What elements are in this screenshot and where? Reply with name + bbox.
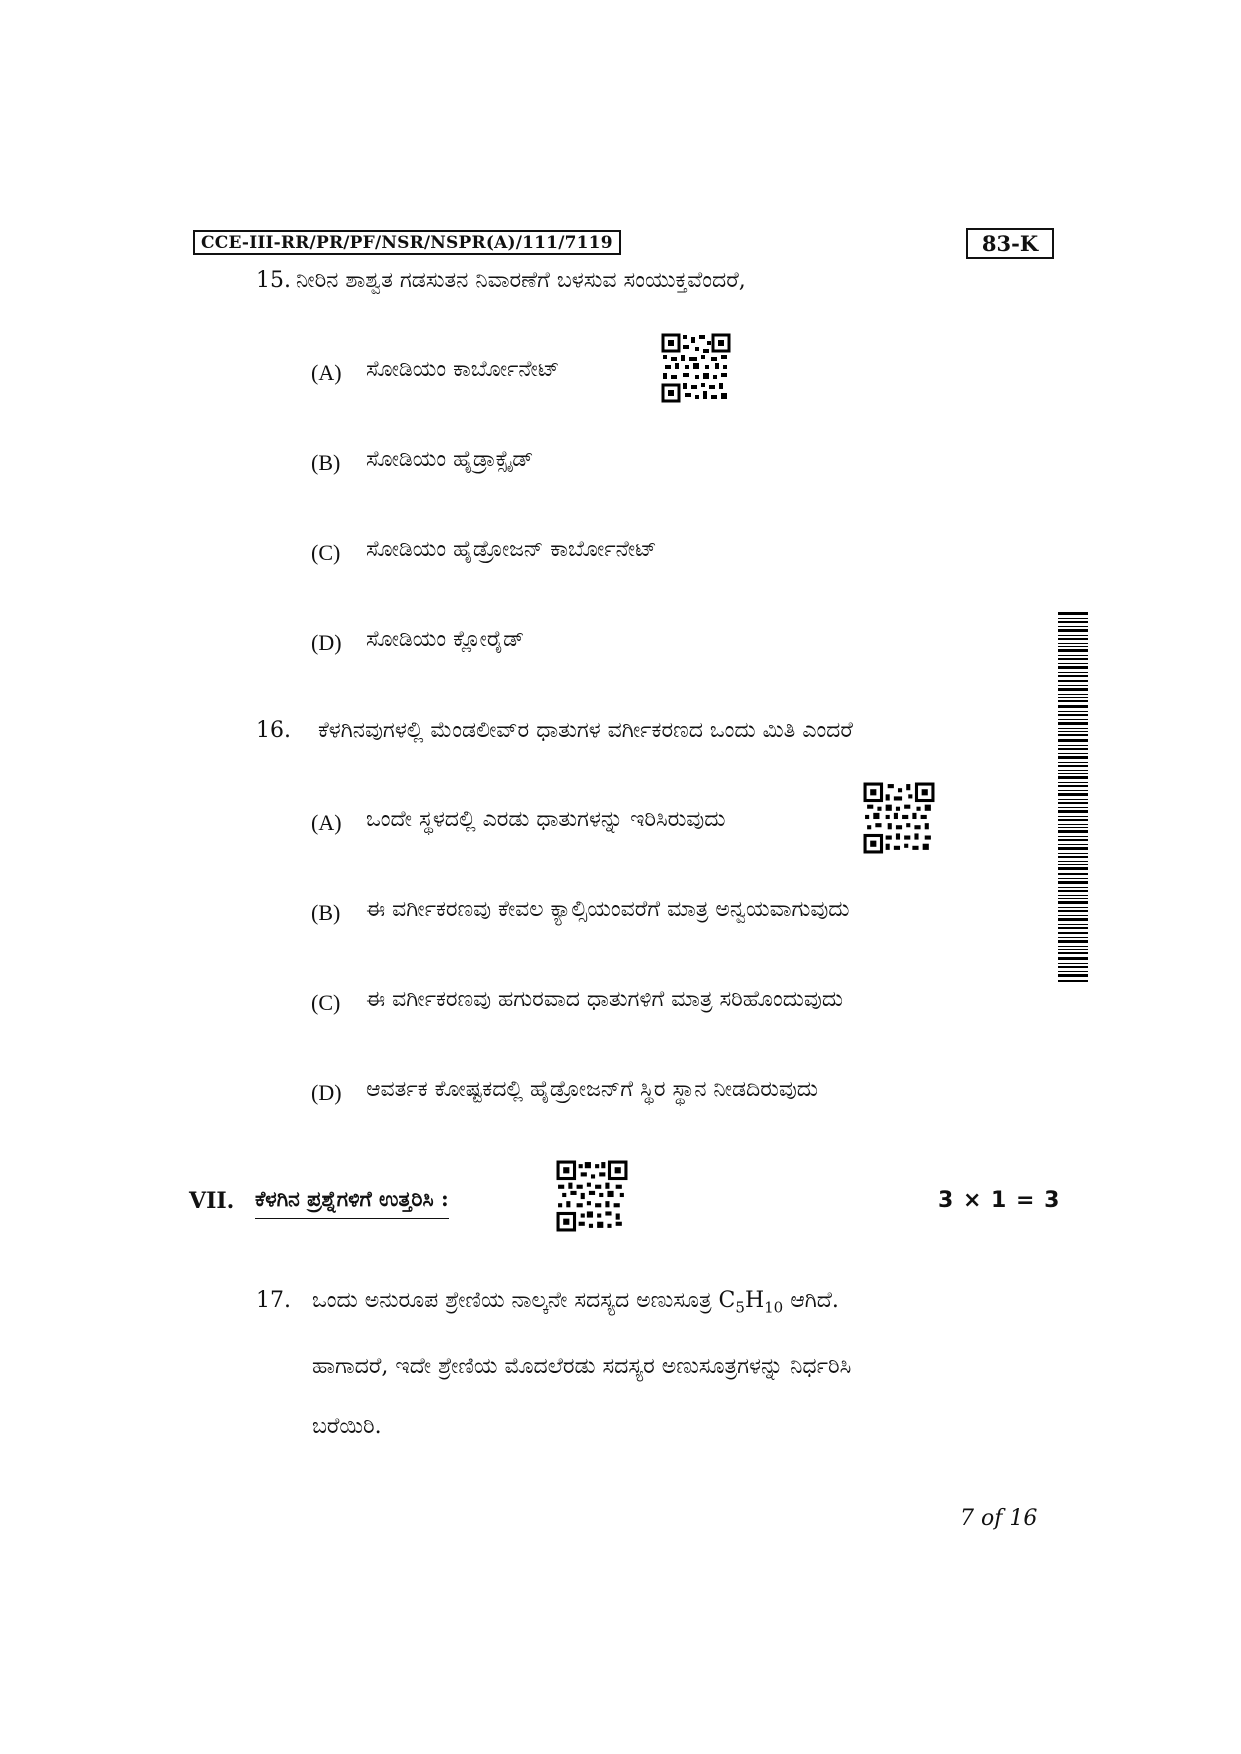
question-17-text [312, 1271, 1050, 1457]
q16-option-b-letter: (B) [311, 900, 341, 925]
q16-option-b-text: ಈ ವರ್ಗೀಕರಣವು ಕೇವಲ ಕ್ಯಾಲ್ಸಿಯಂವರೆಗೆ ಮಾತ್ರ ಅನ್ವಯವಾಗುವುದು [366, 897, 850, 922]
question-17-number: 17. [256, 1288, 291, 1313]
section-marks: 3 × 1 = 3 [938, 1188, 1061, 1213]
q15-option-d-text: ಸೋಡಿಯಂ ಕ್ಲೋರೈಡ್ [366, 627, 525, 652]
q15-option-b-letter: (B) [311, 450, 341, 475]
qr-code-icon [661, 333, 731, 403]
qr-code-icon [863, 782, 935, 854]
q15-option-a-letter: (A) [311, 360, 342, 385]
q16-option-a-text: ಒಂದೇ ಸ್ಥಳದಲ್ಲಿ ಎರಡು ಧಾತುಗಳನ್ನು ಇರಿಸಿರುವುದು [366, 807, 726, 832]
paper-id-badge: 83-K [966, 228, 1054, 259]
barcode-icon [1058, 612, 1088, 984]
q15-option-b-text: ಸೋಡಿಯಂ ಹೈಡ್ರಾಕ್ಸೈಡ್ [366, 447, 534, 472]
q15-option-d-letter: (D) [311, 630, 342, 655]
q15-option-c-letter: (C) [311, 540, 341, 565]
section-number: VII. [189, 1188, 235, 1214]
q16-option-d-text: ಆವರ್ತಕ ಕೋಷ್ಟಕದಲ್ಲಿ ಹೈಡ್ರೋಜನ್‌ಗೆ ಸ್ಥಿರ ಸ್ಥಾನ ನೀಡದಿರುವುದು [366, 1077, 818, 1102]
q16-option-a-letter: (A) [311, 810, 342, 835]
q15-option-a-text: ಸೋಡಿಯಂ ಕಾರ್ಬೋನೇಟ್ [366, 357, 560, 382]
question-16-number: 16. [256, 718, 291, 743]
question-15-number: 15. [256, 268, 291, 293]
question-17-line-3: ಬರೆಯಿರಿ. [312, 1414, 382, 1440]
paper-code: CCE-III-RR/PR/PF/NSR/NSPR(A)/111/7119 [193, 230, 621, 255]
q16-option-c-letter: (C) [311, 990, 341, 1015]
q16-option-c-text: ಈ ವರ್ಗೀಕರಣವು ಹಗುರವಾದ ಧಾತುಗಳಿಗೆ ಮಾತ್ರ ಸರಿಹೊಂದುವುದು [366, 987, 844, 1012]
section-title: ಕೆಳಗಿನ ಪ್ರಶ್ನೆಗಳಿಗೆ ಉತ್ತರಿಸಿ : [255, 1186, 449, 1219]
question-17-line-2: ಹಾಗಾದರೆ, ಇದೇ ಶ್ರೇಣಿಯ ಮೊದಲೆರಡು ಸದಸ್ಯರ ಅಣುಸೂತ್ರಗಳನ್ನು ನಿರ್ಧರಿಸಿ [312, 1354, 852, 1380]
question-16-text: ಕೆಳಗಿನವುಗಳಲ್ಲಿ ಮೆಂಡಲೀವ್‌ರ ಧಾತುಗಳ ವರ್ಗೀಕರಣದ ಒಂದು ಮಿತಿ ಎಂದರೆ [318, 718, 853, 743]
question-15-text: ನೀರಿನ ಶಾಶ್ವತ ಗಡಸುತನ ನಿವಾರಣೆಗೆ ಬಳಸುವ ಸಂಯುಕ್ತವೆಂದರೆ, [296, 268, 746, 293]
page-number: 7 of 16 [960, 1506, 1038, 1531]
q15-option-c-text: ಸೋಡಿಯಂ ಹೈಡ್ರೋಜನ್ ಕಾರ್ಬೋನೇಟ್ [366, 537, 657, 562]
question-17-line-1: ಒಂದು ಅನುರೂಪ ಶ್ರೇಣಿಯ ನಾಲ್ಕನೇ ಸದಸ್ಯದ ಅಣುಸೂತ್ರ $C_5H_{10}$ ಆಗಿದೆ. [312, 1288, 839, 1317]
q16-option-d-letter: (D) [311, 1080, 342, 1105]
qr-code-icon [556, 1160, 628, 1232]
